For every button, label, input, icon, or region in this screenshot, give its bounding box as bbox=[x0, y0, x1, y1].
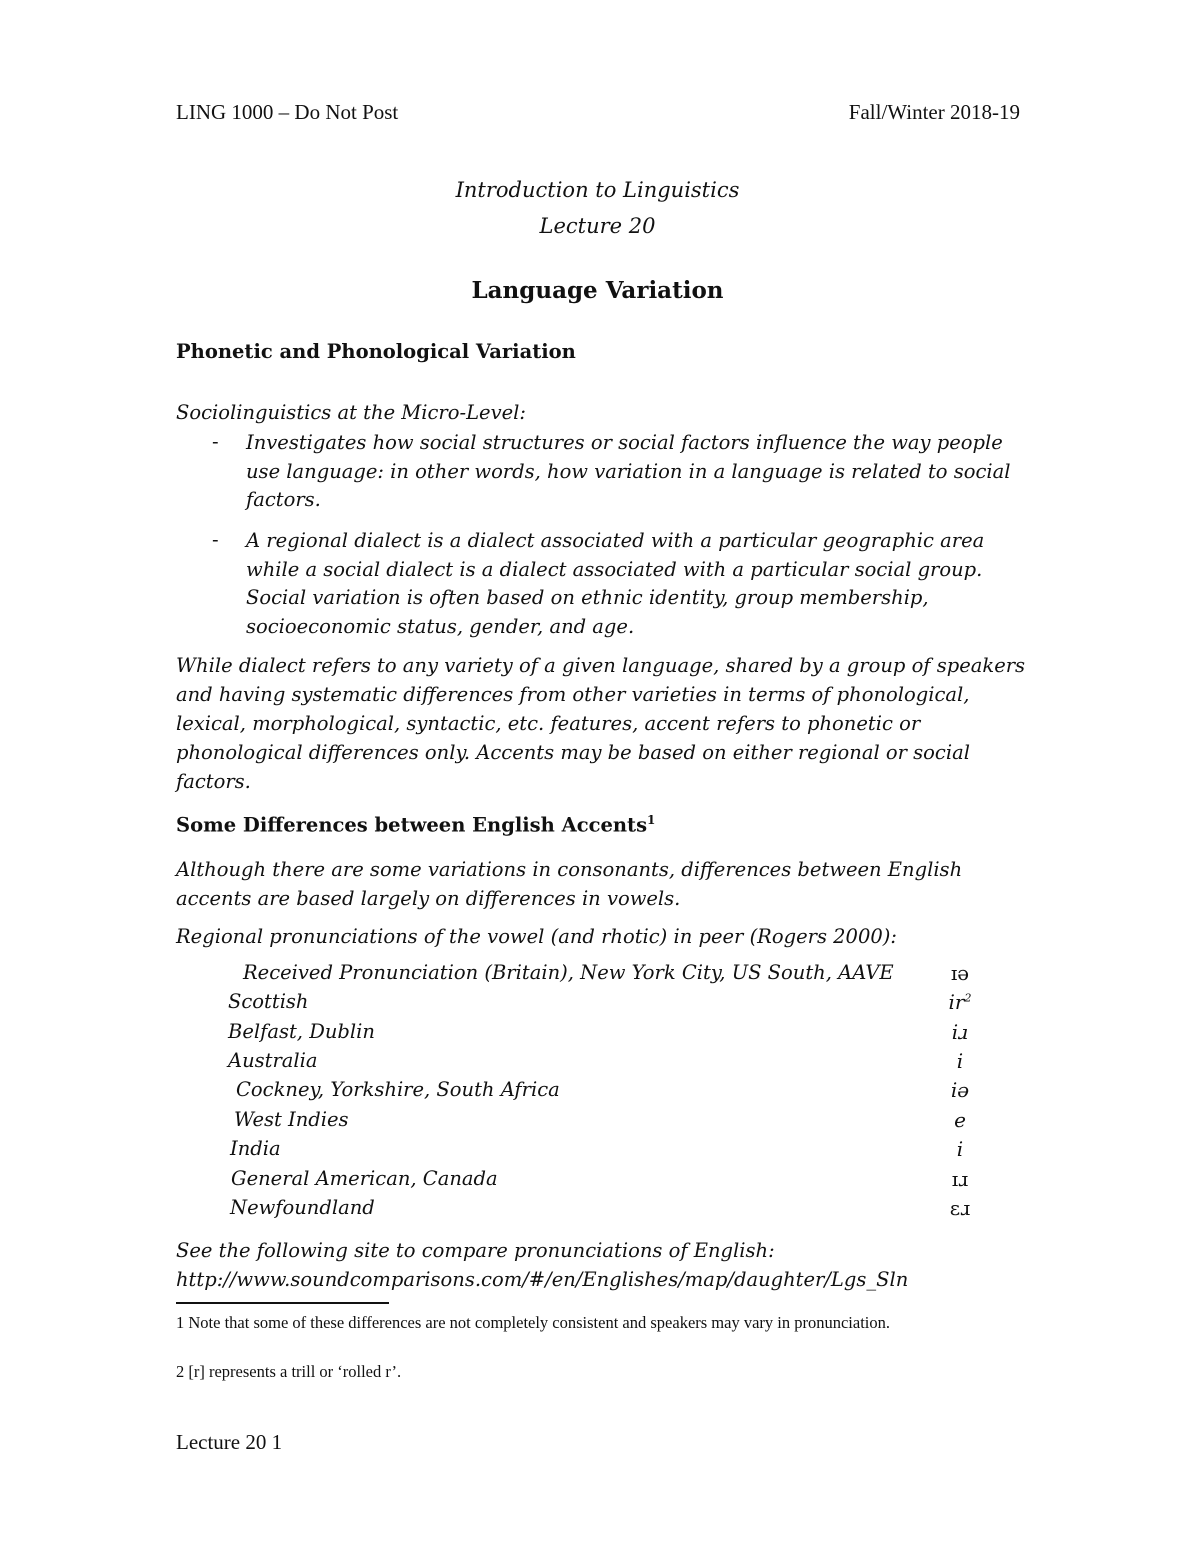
footnote-ref: 1 bbox=[647, 813, 656, 827]
vowel-value: ɛɹ bbox=[949, 1196, 971, 1220]
header-left: LING 1000 – Do Not Post bbox=[176, 100, 399, 124]
region-label: General American, Canada bbox=[231, 1167, 498, 1190]
region-label: Belfast, Dublin bbox=[228, 1020, 375, 1043]
section-heading-accents bbox=[176, 813, 655, 837]
bullet-marker: - bbox=[212, 430, 219, 453]
course-title: Introduction to Linguistics bbox=[455, 178, 740, 202]
vowel-value: ɪə bbox=[950, 961, 970, 985]
header-right: Fall/Winter 2018-19 bbox=[848, 100, 1020, 124]
region-label: Received Pronunciation (Britain), New York City, US South, AAVE bbox=[243, 961, 894, 984]
bullet-marker: - bbox=[212, 528, 219, 551]
bullet-text: Investigates how social structures or social factors influence the way people use language: in other words, how variation in a language is related to social factors. bbox=[246, 431, 1011, 511]
footnote-2: 2 [r] represents a trill or ‘rolled r’. bbox=[176, 1362, 402, 1381]
vowel-value: e bbox=[954, 1108, 966, 1132]
region-label: Scottish bbox=[228, 990, 309, 1013]
lecture-title: Lecture 20 bbox=[539, 214, 656, 238]
comparison-link[interactable]: http://www.soundcomparisons.com/#/en/Englishes/map/daughter/Lgs_Sln bbox=[176, 1268, 909, 1291]
vowel-value: ɪɹ bbox=[951, 1167, 969, 1191]
accents-intro: Although there are some variations in consonants, differences between English accents are based largely on differences in vowels. bbox=[176, 858, 963, 910]
page-footer: Lecture 20 1 bbox=[176, 1430, 283, 1454]
section-heading-phonetic: Phonetic and Phonological Variation bbox=[176, 340, 576, 363]
footnote-separator bbox=[176, 1302, 389, 1304]
table-caption: Regional pronunciations of the vowel (and rhotic) in peer (Rogers 2000): bbox=[176, 925, 897, 948]
section-heading-text: Some Differences between English Accents bbox=[176, 813, 648, 837]
vowel-text: ir bbox=[948, 990, 965, 1014]
vowel-value: iə bbox=[950, 1078, 970, 1102]
footnote-1: 1 Note that some of these differences are not completely consistent and speakers may vary in pronunciation. bbox=[176, 1313, 891, 1332]
region-label: Newfoundland bbox=[230, 1196, 375, 1219]
see-also-text: See the following site to compare pronunciations of English: bbox=[176, 1239, 775, 1262]
region-label: Cockney, Yorkshire, South Africa bbox=[236, 1078, 560, 1101]
region-label: West Indies bbox=[234, 1108, 349, 1131]
page-title: Language Variation bbox=[471, 277, 724, 304]
vowel-value: i bbox=[956, 1137, 964, 1161]
region-label: Australia bbox=[228, 1049, 318, 1072]
footnote-ref: 2 bbox=[964, 991, 972, 1005]
vowel-value bbox=[940, 990, 980, 1014]
bullet-text: A regional dialect is a dialect associated with a particular geographic area while a social dialect is a dialect associated with a particular social group. Social variation is often based on ethnic identity, group membership, socioeconomic status, gender, and age. bbox=[246, 529, 985, 638]
dialect-paragraph: While dialect refers to any variety of a given language, shared by a group of speakers and having systematic differences from other varieties in terms of phonological, lexical, morphological, syntactic, etc. features, accent refers to phonetic or phonological differences only. Accents may be based on either regional or social factors. bbox=[176, 654, 1026, 793]
vowel-value: iɹ bbox=[951, 1020, 969, 1044]
region-label: India bbox=[230, 1137, 281, 1160]
vowel-value: i bbox=[956, 1049, 964, 1073]
subheading-micro-level: Sociolinguistics at the Micro-Level: bbox=[176, 401, 526, 424]
